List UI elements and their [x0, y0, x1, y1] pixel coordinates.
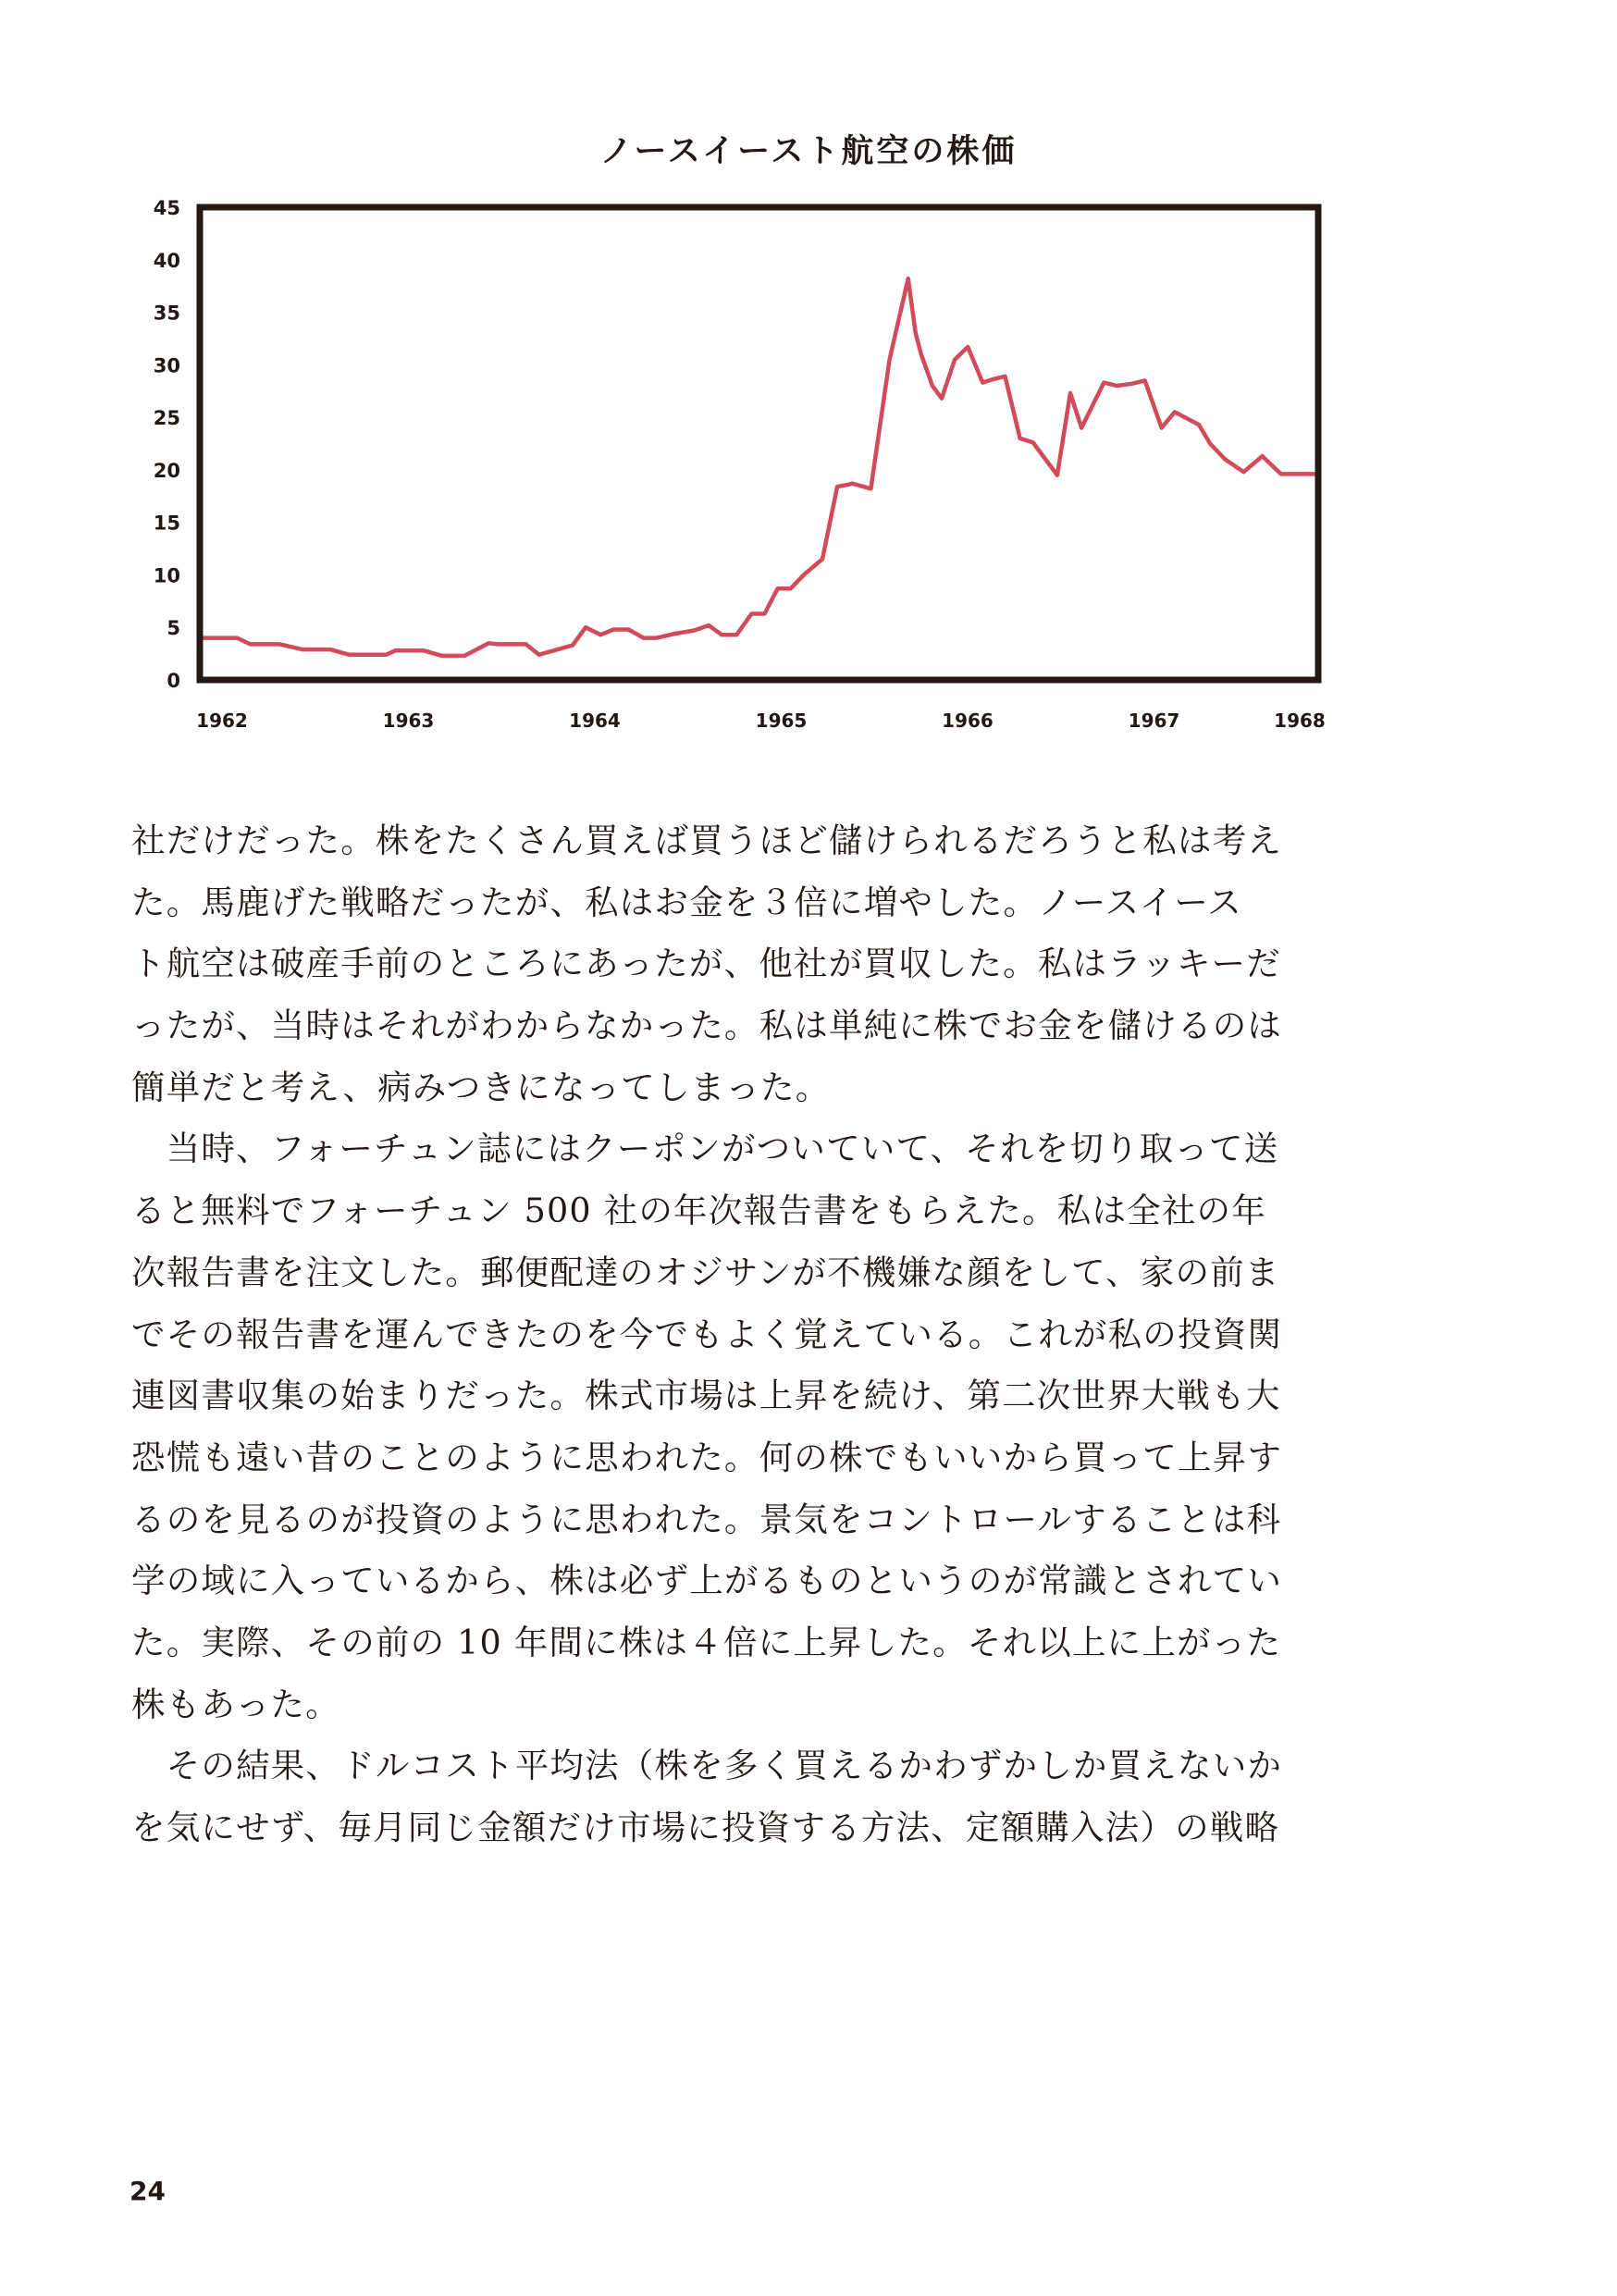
- x-axis-tick-labels: [196, 710, 1326, 732]
- y-axis-tick-labels: [154, 197, 180, 692]
- text-line: 学の域に入っているから、株は必ず上がるものというのが常識とされてい: [131, 1561, 1283, 1601]
- text-line: を気にせず、毎月同じ金額だけ市場に投資する方法、定額購入法）の戦略: [131, 1808, 1280, 1847]
- text-line: 株もあった。: [131, 1684, 340, 1724]
- x-tick-label: 1962: [196, 710, 248, 732]
- x-tick-label: 1968: [1274, 710, 1326, 732]
- page-number: 24: [130, 2176, 166, 2206]
- text-line: ト航空は破産手前のところにあったが、他社が買収した。私はラッキーだ: [131, 944, 1282, 984]
- text-line: るのを見るのが投資のように思われた。景気をコントロールすることは科: [131, 1499, 1282, 1539]
- text-line: 次報告書を注文した。郵便配達のオジサンが不機嫌な顔をして、家の前ま: [131, 1252, 1280, 1292]
- y-tick-label: 35: [153, 302, 180, 325]
- x-tick-label: 1965: [755, 710, 808, 732]
- text-line: 恐慌も遠い昔のことのように思われた。何の株でもいいから買って上昇す: [131, 1437, 1283, 1477]
- chart-title: ノースイースト航空の株価: [599, 133, 1018, 170]
- text-line: 簡単だと考え、病みつきになってしまった。: [131, 1067, 831, 1107]
- x-tick-label: 1964: [569, 710, 621, 732]
- y-tick-label: 25: [153, 407, 180, 430]
- text-line: その結果、ドルコスト平均法（株を多く買えるかわずかしか買えないか: [131, 1746, 1283, 1786]
- y-tick-label: 10: [153, 564, 180, 587]
- y-tick-label: 20: [153, 459, 180, 482]
- x-tick-label: 1967: [1128, 710, 1180, 732]
- plot-frame: [200, 207, 1318, 680]
- y-tick-label: 15: [153, 512, 180, 535]
- text-line: 連図書収集の始まりだった。株式市場は上昇を続け、第二次世界大戦も大: [131, 1376, 1281, 1416]
- body-text: [131, 810, 1371, 1859]
- text-line: た。馬鹿げた戦略だったが、私はお金を３倍に増やした。ノースイース: [131, 882, 1242, 922]
- x-tick-label: 1966: [942, 710, 994, 732]
- text-line: ったが、当時はそれがわからなかった。私は単純に株でお金を儲けるのは: [131, 1006, 1283, 1046]
- text-line: 当時、フォーチュン誌にはクーポンがついていて、それを切り取って送: [131, 1129, 1279, 1169]
- y-tick-label: 0: [167, 670, 180, 692]
- y-tick-label: 5: [167, 617, 180, 640]
- price-line: [200, 278, 1318, 656]
- y-tick-label: 40: [153, 249, 180, 272]
- text-line: た。実際、その前の 10 年間に株は４倍に上昇した。それ以上に上がった: [131, 1622, 1282, 1662]
- y-tick-label: 45: [153, 197, 180, 219]
- x-tick-label: 1963: [382, 710, 435, 732]
- text-line: ると無料でフォーチュン 500 社の年次報告書をもらえた。私は全社の年: [131, 1191, 1266, 1231]
- y-tick-label: 30: [153, 354, 180, 377]
- text-line: でその報告書を運んできたのを今でもよく覚えている。これが私の投資関: [131, 1314, 1283, 1354]
- stock-price-line-chart: [0, 0, 1617, 759]
- text-line: 社だけだった。株をたくさん買えば買うほど儲けられるだろうと私は考え: [131, 821, 1283, 860]
